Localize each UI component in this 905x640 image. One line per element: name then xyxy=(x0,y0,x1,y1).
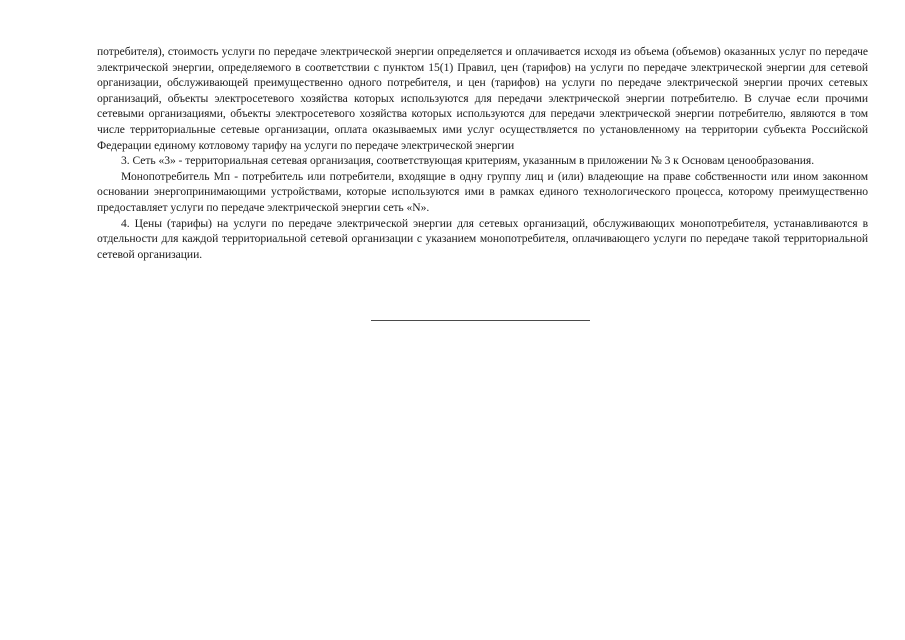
paragraph-continuation: потребителя), стоимость услуги по передаче электрической энергии определяется и оплачивается исходя из объема (объемов) оказанных услуг по передаче электрической энергии, определяемого в соответствии с пунктом 15(1) Правил, цен (тарифов) на услуги по передаче электрической энергии для сетевой организации, обслуживающей преимущественно одного потребителя, и цен (тарифов) на услуги по передаче электрической энергии прочих сетевых организаций, объекты электросетевого хозяйства которых используются для передачи электрической энергии потребителю. В случае если прочими сетевыми организациями, объекты электросетевого хозяйства которых используются для передачи электрической энергии потребителю, являются в том числе территориальные сетевые организации, оплата оказываемых ими услуг осуществляется по установленному на территории субъекта Российской Федерации единому котловому тарифу на услуги по передаче электрической энергии xyxy=(97,45,868,152)
paragraph-monoconsumer: Монопотребитель Мп - потребитель или потребители, входящие в одну группу лиц и (или) владеющие на праве собственности или ином законном основании энергопринимающими устройствами, которые используются ими в рамках единого технологического процесса, которому преимущественно предоставляет услуги по передаче электрической энергии сеть «N». xyxy=(97,169,868,214)
paragraph-item-3: 3. Сеть «3» - территориальная сетевая организация, соответствующая критериям, указанным в приложении № 3 к Основам ценообразования. xyxy=(121,154,815,168)
paragraph-item-4: 4. Цены (тарифы) на услуги по передаче электрической энергии для сетевых организаций, обслуживающих монопотребителя, устанавливаются в отдельности для каждой территориальной сетевой организации с указанием монопотребителя, оплачивающего услуги по передаче такой территориальной сетевой организации. xyxy=(97,216,868,261)
end-separator-line xyxy=(371,320,590,321)
document-body xyxy=(97,44,868,262)
